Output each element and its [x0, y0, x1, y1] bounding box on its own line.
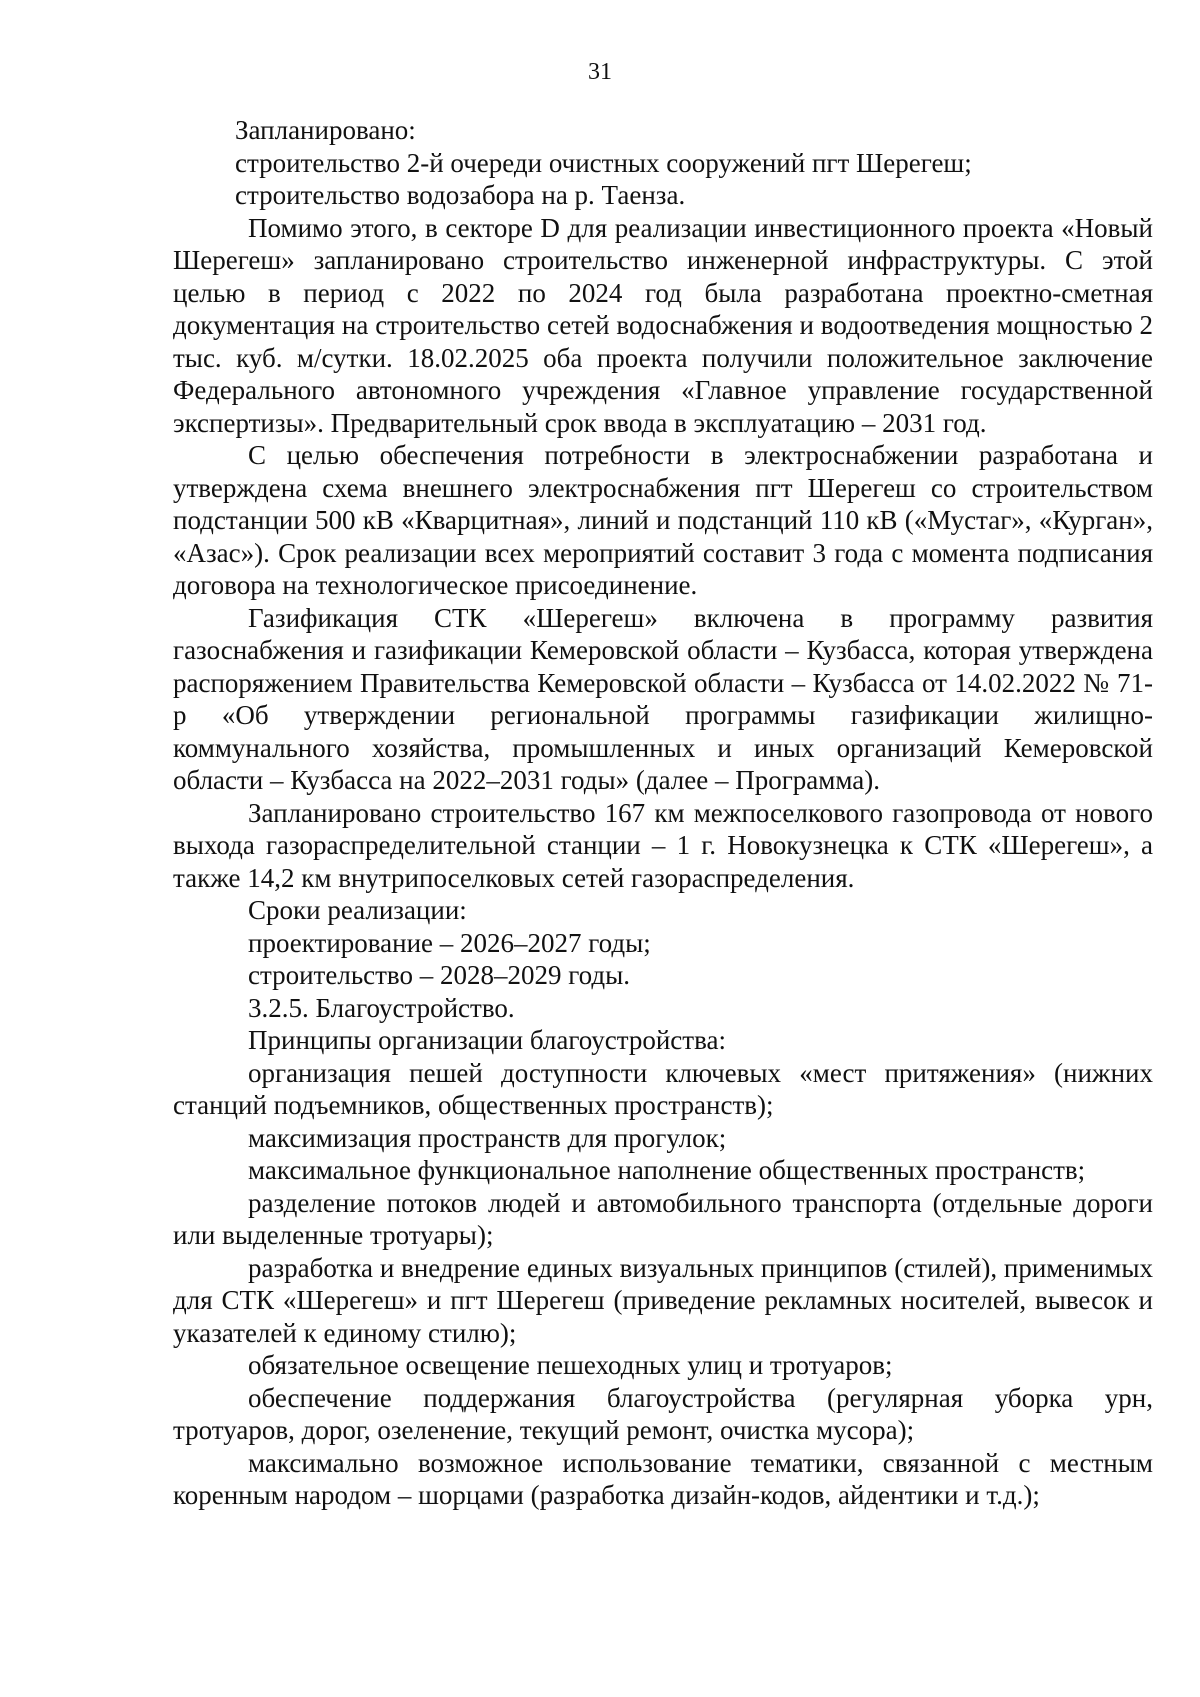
list-item-traffic-separation: разделение потоков людей и автомобильного транспорта (отдельные дороги или выделенные тротуары);	[173, 1187, 1153, 1250]
page-number: 31	[588, 59, 612, 85]
paragraph-principles-heading: Принципы организации благоустройства:	[248, 1025, 726, 1055]
list-item-design-years: проектирование – 2026–2027 годы;	[248, 927, 651, 958]
paragraph-timeline-heading: Сроки реализации:	[248, 895, 467, 925]
list-item-public-spaces: максимальное функциональное наполнение общественных пространств;	[248, 1155, 1086, 1185]
list-item-maintenance: обеспечение поддержания благоустройства (регулярная уборка урн, тротуаров, дорог, озеленение, текущий ремонт, очистка мусора);	[173, 1382, 1153, 1445]
list-item-treatment-facilities: строительство 2-й очереди очистных сооружений пгт Шерегеш;	[235, 147, 972, 178]
paragraph-power-supply: С целью обеспечения потребности в электроснабжении разработана и утверждена схема внешнего электроснабжения пгт Шерегеш со строительством подстанции 500 кВ «Кварцитная», линий и подстанций 110 кВ («Мустаг», «Курган», «Азас»). Срок реализации всех мероприятий составит 3 года с момента подписания договора на технологическое присоединение.	[173, 440, 1153, 600]
list-item-shor-theme: максимально возможное использование тематики, связанной с местным коренным народом – шорцами (разработка дизайн-кодов, айдентики и т.д.);	[173, 1447, 1153, 1510]
paragraph-gasification: Газификация СТК «Шерегеш» включена в программу развития газоснабжения и газификации Кемеровской области – Кузбасса, которая утверждена распоряжением Правительства Кемеровской области – Кузбасса от 14.02.2022 № 71-р «Об утверждении региональной программы газификации жилищно-коммунального хозяйства, промышленных и иных организаций Кемеровской области – Кузбасса на 2022–2031 годы» (далее – Программа).	[173, 602, 1153, 795]
list-item-visual-principles: разработка и внедрение единых визуальных принципов (стилей), применимых для СТК «Шерегеш» и пгт Шерегеш (приведение рекламных носителей, вывесок и указателей к единому стилю);	[173, 1252, 1153, 1348]
document-body	[173, 114, 1153, 1512]
list-item-water-intake: строительство водозабора на р. Таенза.	[235, 180, 686, 210]
section-heading-landscaping: 3.2.5. Благоустройство.	[248, 992, 515, 1023]
paragraph-planned-heading: Запланировано:	[235, 115, 416, 145]
list-item-walking-spaces: максимизация пространств для прогулок;	[248, 1122, 727, 1153]
list-item-pedestrian-access: организация пешей доступности ключевых «мест притяжения» (нижних станций подъемников, общественных пространств);	[173, 1057, 1153, 1120]
paragraph-gas-pipeline: Запланировано строительство 167 км межпоселкового газопровода от нового выхода газораспределительной станции – 1 г. Новокузнецка к СТК «Шерегеш», а также 14,2 км внутрипоселковых сетей газораспределения.	[173, 797, 1153, 893]
paragraph-sector-d: Помимо этого, в секторе D для реализации инвестиционного проекта «Новый Шерегеш» запланировано строительство инженерной инфраструктуры. С этой целью в период с 2022 по 2024 год была разработана проектно-сметная документация на строительство сетей водоснабжения и водоотведения мощностью 2 тыс. куб. м/сутки. 18.02.2025 оба проекта получили положительное заключение Федерального автономного учреждения «Главное управление государственной экспертизы». Предварительный срок ввода в эксплуатацию – 2031 год.	[173, 212, 1153, 438]
list-item-street-lighting: обязательное освещение пешеходных улиц и тротуаров;	[248, 1350, 893, 1380]
list-item-construction-years: строительство – 2028–2029 годы.	[248, 960, 630, 990]
